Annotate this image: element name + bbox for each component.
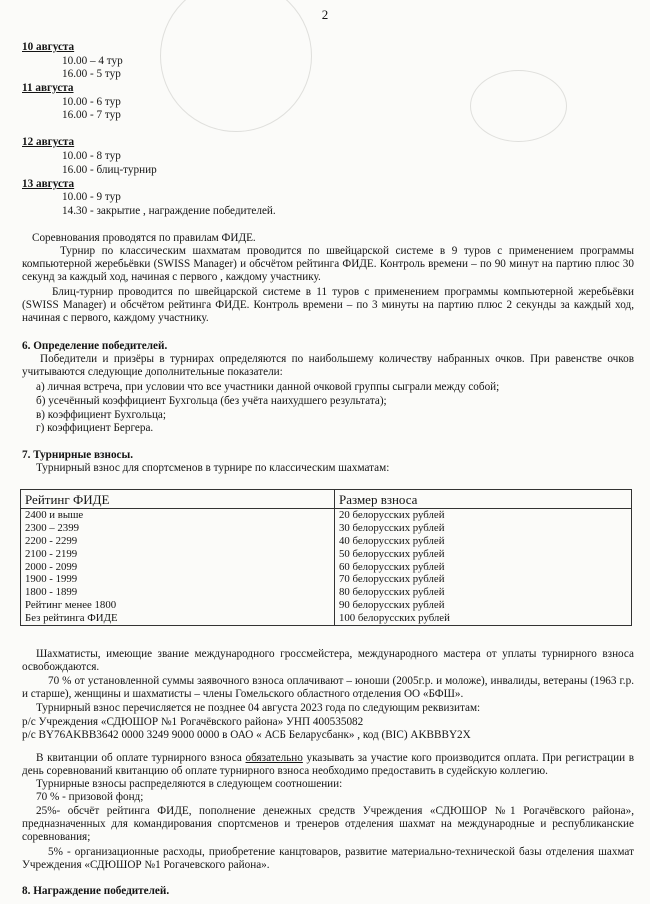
fee-table	[20, 489, 632, 626]
fee-table-header-rating: Рейтинг ФИДЕ	[21, 490, 335, 509]
section-6-intro: Победители и призёры в турнирах определяются по наибольшему количеству набранных очков. При равенстве очков учитываются следующие дополнительные показатели:	[22, 353, 634, 378]
rating-range: 2000 - 2099	[25, 560, 78, 573]
criterion-item: б) усечённый коэффициент Бухгольца (без учёта наихудшего результата);	[36, 395, 387, 407]
transfer-text: Турнирный взнос перечисляется не позднее 04 августа 2023 года по следующим реквизитам:	[36, 702, 481, 714]
rules-classic: Турнир по классическим шахматам проводится по швейцарской системе в 9 туров с применением программы компьютерной жеребьёвки (SWISS Manager) и обсчётом рейтинга ФИДЕ. Контроль времени – по 90 минут на партию плюс 30 секунд за каждый ход, начиная с первого , каждому участнику.	[22, 245, 634, 283]
rating-range: Рейтинг менее 1800	[25, 599, 117, 612]
receipt-mandatory: обязательно	[245, 752, 303, 764]
schedule-slot: 16.00 - блиц-турнир	[62, 164, 157, 176]
distribution-intro: Турнирные взносы распределяются в следующем соотношении:	[36, 778, 343, 790]
fee-amount: 70 белорусских рублей	[339, 573, 445, 586]
schedule-slot: 16.00 - 7 тур	[62, 109, 121, 121]
discount-text: 70 % от установленной суммы заявочного взноса оплачивают – юноши (2005г.р. и моложе), инвалиды, ветераны (1963 г.р. и старше), женщины и шахматисты – члены Гомельского областного отделения ОО «БФШ».	[22, 675, 634, 700]
rating-range: 2100 - 2199	[25, 547, 78, 560]
fee-amount: 90 белорусских рублей	[339, 599, 445, 612]
distribution-item: 70 % - призовой фонд;	[36, 791, 144, 803]
fee-amount: 100 белорусских рублей	[339, 612, 450, 625]
rating-range: 2300 – 2399	[25, 521, 79, 534]
receipt-text	[22, 752, 634, 778]
fee-amount: 80 белорусских рублей	[339, 586, 445, 599]
schedule-slot: 10.00 - 6 тур	[62, 96, 121, 108]
section-6-heading: 6. Определение победителей.	[22, 340, 168, 352]
rating-column	[21, 509, 335, 626]
section-7-heading: 7. Турнирные взносы.	[22, 449, 134, 461]
fee-amount: 50 белорусских рублей	[339, 547, 445, 560]
fee-amount: 20 белорусских рублей	[339, 509, 445, 521]
rules-blitz: Блиц-турнир проводится по швейцарской системе в 11 туров с применением программы компьютерной жеребьёвки (SWISS Manager) и обсчётом рейтинга ФИДЕ. Контроль времени – по 3 минуты на партию плюс 2 секунды за каждый ход, начиная с первого, каждому участнику.	[22, 286, 634, 324]
schedule-slot: 10.00 – 4 тур	[62, 55, 123, 67]
schedule-slot: 10.00 - 8 тур	[62, 150, 121, 162]
schedule-date: 11 августа	[22, 82, 74, 94]
section-7-intro: Турнирный взнос для спортсменов в турнире по классическим шахматам:	[36, 462, 390, 474]
rating-range: 2200 - 2299	[25, 534, 78, 547]
fee-amount: 60 белорусских рублей	[339, 560, 445, 573]
distribution-item: 25%- обсчёт рейтинга ФИДЕ, пополнение денежных средств Учреждения «СДЮШОР №1 Рогачёвского района», предназначенных для командирования спортсменов и тренеров отделения шахмат на международные и республиканские соревнования;	[22, 805, 634, 843]
fee-amount: 40 белорусских рублей	[339, 534, 445, 547]
criterion-item: в) коэффициент Бухгольца;	[36, 409, 167, 421]
rating-range: Без рейтинга ФИДЕ	[25, 612, 118, 625]
rating-range: 1900 - 1999	[25, 573, 78, 586]
schedule-slot: 10.00 - 9 тур	[62, 191, 121, 203]
schedule-date: 10 августа	[22, 41, 75, 53]
rules-intro: Соревнования проводятся по правилам ФИДЕ.	[32, 232, 256, 244]
bleed-through-seal	[470, 70, 567, 142]
account-line-2: р/с BY76AKBB3642 0000 3249 9000 0000 в ОАО « АСБ Беларусбанк» , код (BIC) AKBBBY2X	[22, 729, 471, 741]
distribution-item: 5% - организационные расходы, приобретение канцтоваров, развитие материально-технической базы отделения шахмат Учреждения «СДЮШОР №1 Рогачевского района».	[22, 846, 634, 871]
schedule-date: 12 августа	[22, 136, 75, 148]
section-8-heading: 8. Награждение победителей.	[22, 885, 170, 897]
fee-amount: 30 белорусских рублей	[339, 521, 445, 534]
schedule-slot: 14.30 - закрытие , награждение победителей.	[62, 205, 276, 217]
criterion-item: а) личная встреча, при условии что все участники данной очковой группы сыграли между собой;	[36, 381, 500, 393]
schedule-slot: 16.00 - 5 тур	[62, 68, 121, 80]
fee-table-header-fee: Размер взноса	[335, 490, 632, 509]
criterion-item: г) коэффициент Бергера.	[36, 422, 154, 434]
page-number: 2	[321, 7, 329, 22]
exempt-text: Шахматисты, имеющие звание международного гроссмейстера, международного мастера от уплаты турнирного взноса освобождаются.	[22, 648, 634, 673]
fee-column	[335, 509, 632, 626]
schedule-date: 13 августа	[22, 178, 75, 190]
rating-range: 1800 - 1899	[25, 586, 78, 599]
rating-range: 2400 и выше	[25, 509, 84, 521]
receipt-text-end: указывать за участие кого производится оплата. При регистрации в день соревнований квитанцию об оплате турнирного взноса необходимо предоставить в судейскую коллегию.	[22, 752, 634, 777]
account-line-1: р/с Учреждения «СДЮШОР №1 Рогачёвского района» УНП 400535082	[22, 716, 364, 728]
receipt-text-start: В квитанции об оплате турнирного взноса	[36, 752, 246, 764]
